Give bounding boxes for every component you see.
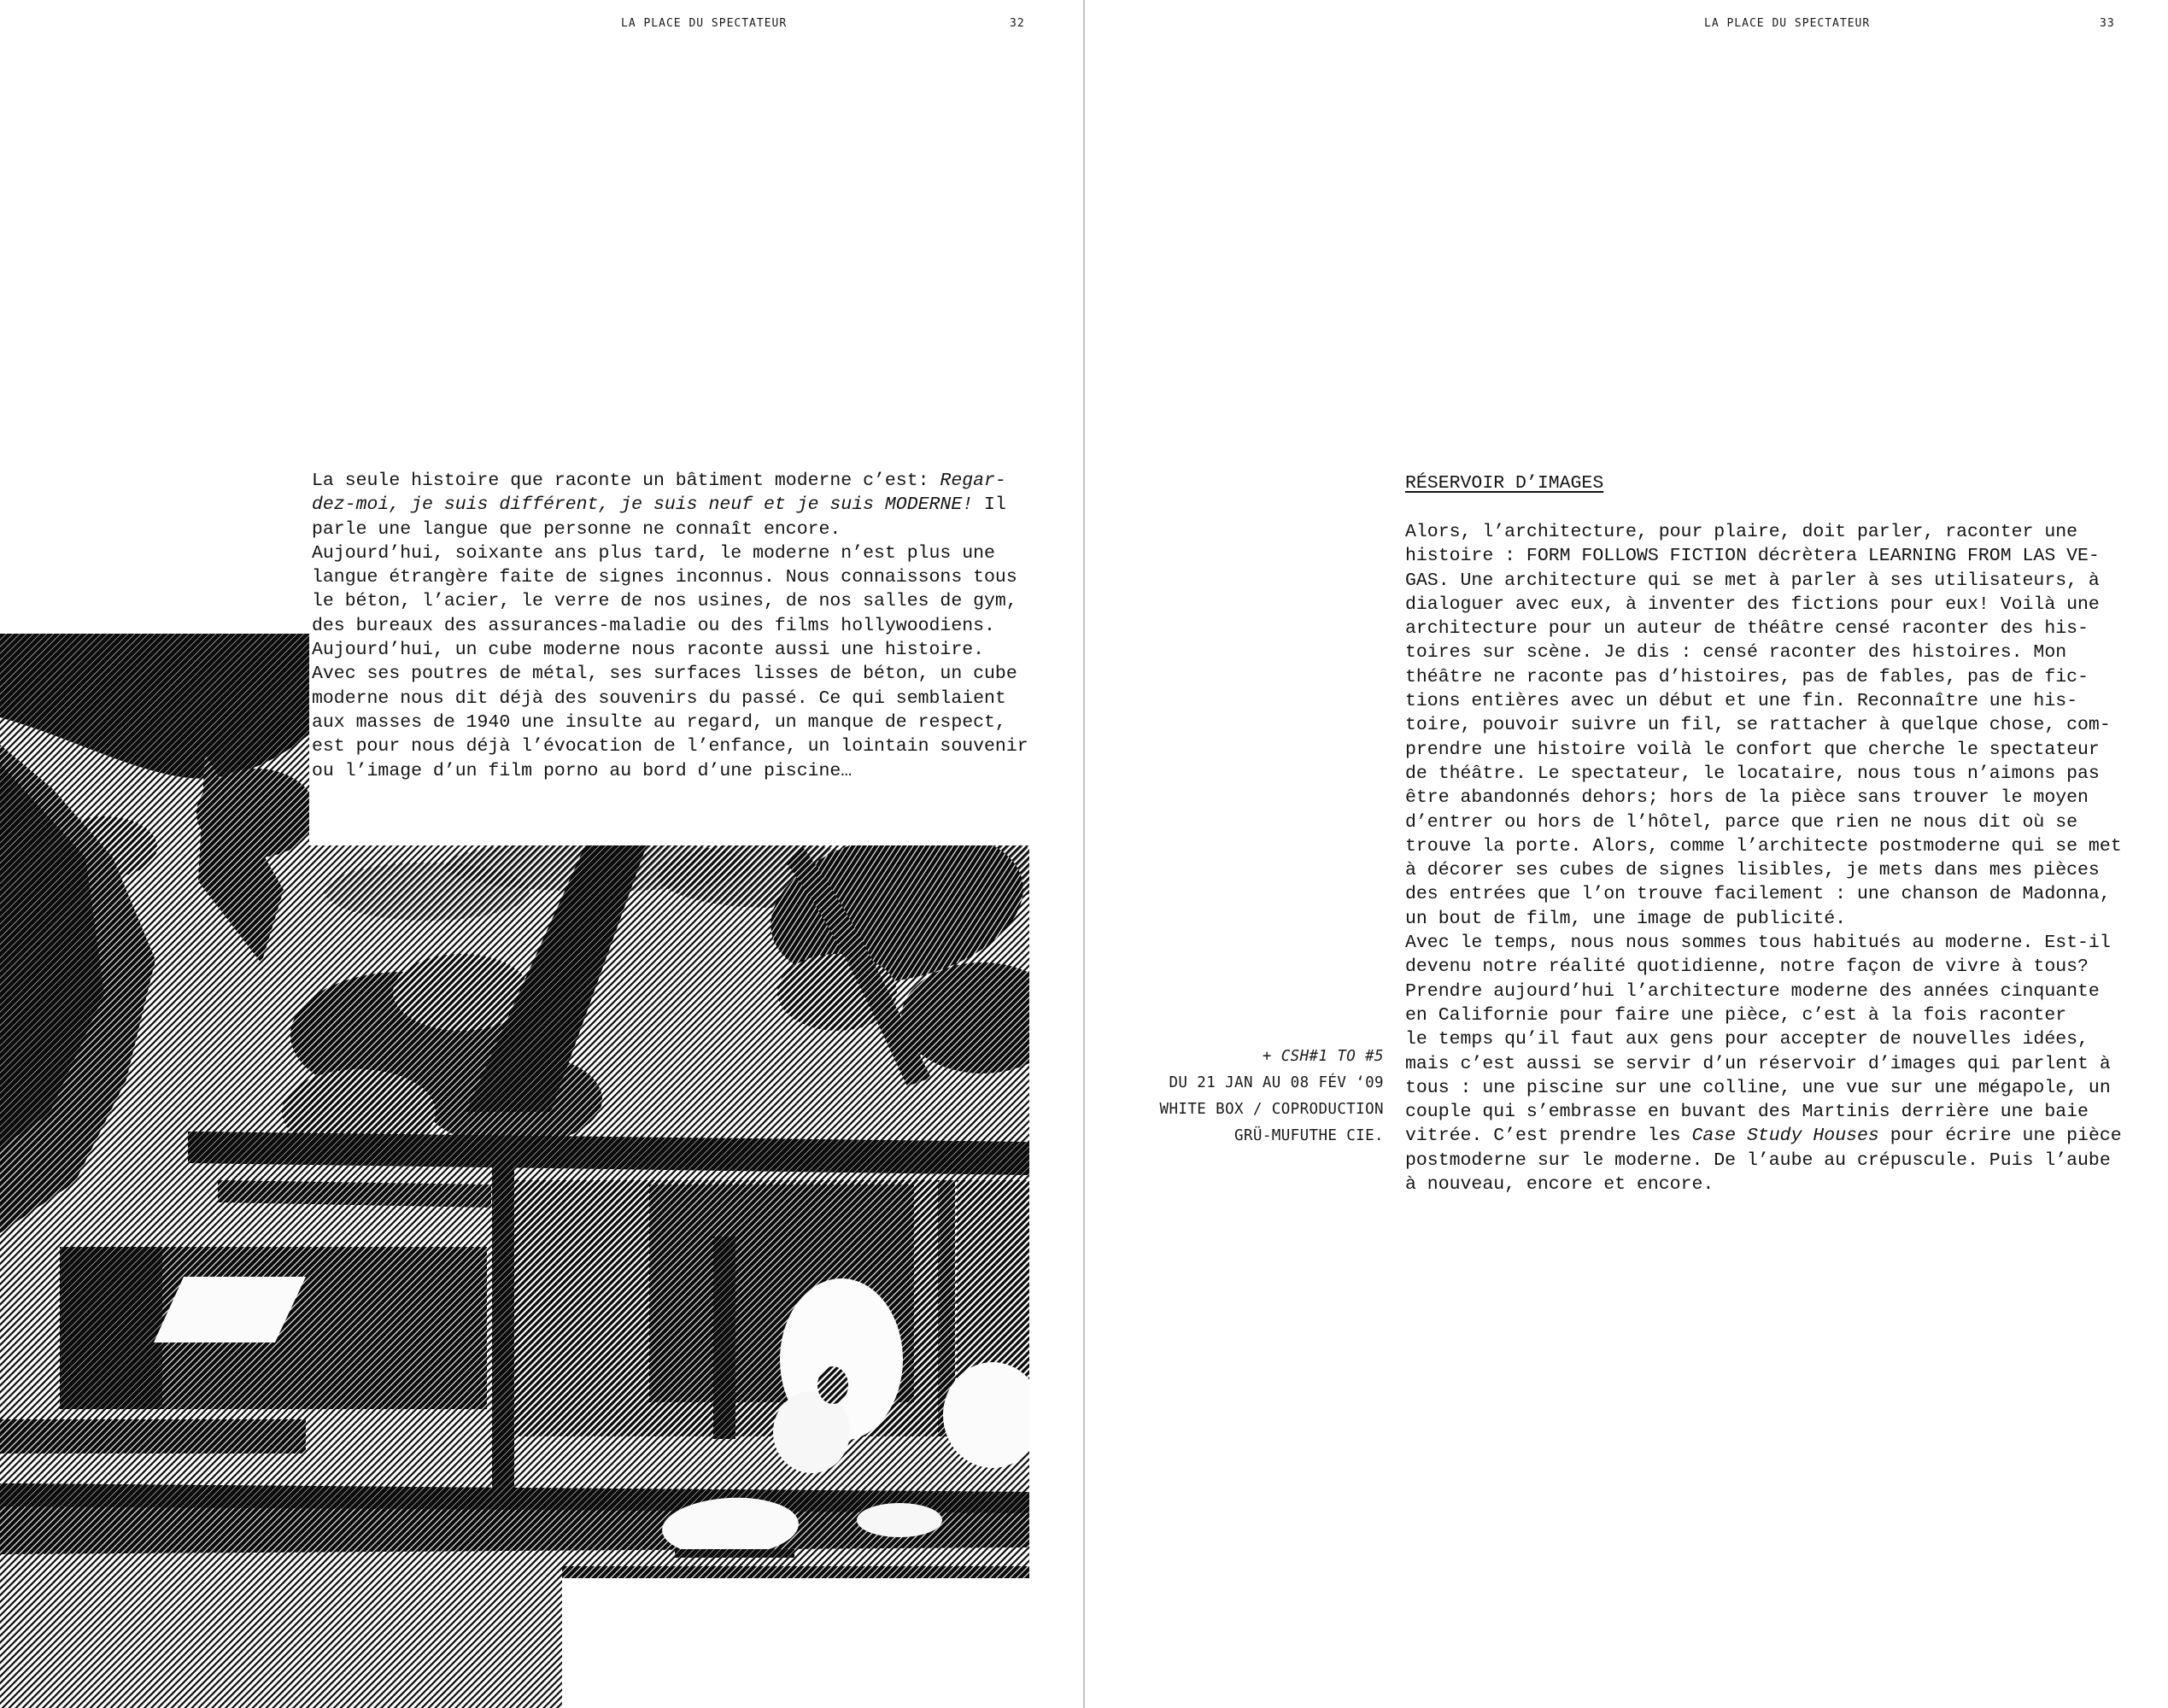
text-line: théâtre ne raconte pas d’histoires, pas de fables, pas de fic- (1405, 666, 2089, 687)
text-line: tions entières avec un début et une fin. Reconnaître une his- (1405, 691, 2078, 712)
text-line: tous : une piscine sur une colline, une vue sur une mégapole, un (1405, 1077, 2111, 1098)
right-running-head: LA PLACE DU SPECTATEUR (1704, 17, 1871, 30)
text-line: GAS. Une architecture qui se met à parler à ses utilisateurs, à (1405, 570, 2100, 591)
right-page-number: 33 (2100, 17, 2115, 30)
text-line: La seule histoire que raconte un bâtiment moderne c’est: Regar- (312, 471, 1006, 491)
text-line: toire, pouvoir suivre un fil, se rattacher à quelque chose, com- (1405, 715, 2111, 736)
left-running-head: LA PLACE DU SPECTATEUR (621, 17, 788, 30)
text-line: + CSH#1 TO #5 (1262, 1048, 1384, 1065)
text-line: à décorer ses cubes de signes lisibles, je mets dans mes pièces (1405, 860, 2100, 881)
text-line: postmoderne sur le moderne. De l’aube au crépuscule. Puis l’aube (1405, 1149, 2111, 1171)
text-line: parle une langue que personne ne connaît encore. (312, 518, 841, 540)
text-line: architecture pour un auteur de théâtre censé raconter des his- (1405, 618, 2089, 640)
margin-note (940, 1044, 1384, 1149)
text-line: aux masses de 1940 une insulte au regard, un manque de respect, (312, 711, 1006, 733)
right-body-text (1405, 520, 2131, 1196)
text-line: couple qui s’embrasse en buvant des Martinis derrière une baie (1405, 1102, 2089, 1123)
text-line: en Californie pour faire une pièce, c’est à la fois raconter (1405, 1004, 2067, 1026)
text-line: des entrées que l’on trouve facilement : une chanson de Madonna, (1405, 884, 2111, 905)
text-line: trouve la porte. Alors, comme l’architecte postmoderne qui se met (1405, 835, 2122, 857)
text-line: histoire : FORM FOLLOWS FICTION décrètera LEARNING FROM LAS VE- (1405, 546, 2100, 567)
text-line: GRÜ-MUFUTHE CIE. (1234, 1127, 1384, 1144)
text-line: langue étrangère faite de signes inconnus. Nous connaissons tous (312, 567, 1017, 588)
text-line: WHITE BOX / COPRODUCTION (1159, 1101, 1384, 1118)
text-line: le béton, l’acier, le verre de nos usines, de nos salles de gym, (312, 591, 1017, 612)
text-line: Avec ses poutres de métal, ses surfaces lisses de béton, un cube (312, 664, 1017, 685)
halftone-house-photo-svg (0, 634, 1029, 1708)
text-line: dialoguer avec eux, à inventer des fictions pour eux! Voilà une (1405, 594, 2100, 615)
text-line: est pour nous déjà l’évocation de l’enfance, un lointain souvenir (312, 736, 1028, 757)
left-page-number: 32 (1010, 17, 1025, 30)
text-line: à nouveau, encore et encore. (1405, 1174, 1714, 1196)
section-heading: RÉSERVOIR D’IMAGES (1405, 473, 1604, 494)
text-line: prendre une histoire voilà le confort que cherche le spectateur (1405, 739, 2100, 760)
text-line: vitrée. C’est prendre les Case Study Houses pour écrire une pièce (1405, 1126, 2122, 1147)
halftone-house-photo (0, 634, 1029, 1708)
text-line: moderne nous dit déjà des souvenirs du passé. Ce qui semblaient (312, 687, 1006, 709)
text-line: des bureaux des assurances-maladie ou des films hollywoodiens. (312, 615, 995, 636)
text-line: de théâtre. Le spectateur, le locataire, nous tous n’aimons pas (1405, 763, 2100, 784)
text-line: devenu notre réalité quotidienne, notre façon de vivre à tous? (1405, 956, 2089, 978)
text-line: Aujourd’hui, un cube moderne nous raconte aussi une histoire. (312, 640, 985, 661)
text-line: mais c’est aussi se servir d’un réservoir d’images qui parlent à (1405, 1053, 2111, 1074)
text-line: toires sur scène. Je dis : censé raconter des histoires. Mon (1405, 642, 2067, 664)
text-line: Avec le temps, nous nous sommes tous habitués au moderne. Est-il (1405, 933, 2111, 954)
text-line: le temps qu’il faut aux gens pour accepter de nouvelles idées, (1405, 1029, 2089, 1050)
page-gutter-line (1083, 0, 1085, 1708)
text-line: être abandonnés dehors; hors de la pièce sans trouver le moyen (1405, 787, 2089, 809)
text-line: Aujourd’hui, soixante ans plus tard, le moderne n’est plus une (312, 542, 995, 564)
text-line: un bout de film, une image de publicité. (1405, 908, 1847, 929)
text-line: Alors, l’architecture, pour plaire, doit parler, raconter une (1405, 522, 2078, 542)
text-line: Prendre aujourd’hui l’architecture moderne des années cinquante (1405, 980, 2100, 1002)
text-line: dez-moi, je suis différent, je suis neuf et je suis MODERNE! Il (312, 494, 1006, 516)
text-line: d’entrer ou hors de l’hôtel, parce que rien ne nous dit où se (1405, 811, 2078, 833)
text-line: ou l’image d’un film porno au bord d’une piscine… (312, 760, 853, 781)
text-line: DU 21 JAN AU 08 FÉV ‘09 (1169, 1074, 1384, 1091)
